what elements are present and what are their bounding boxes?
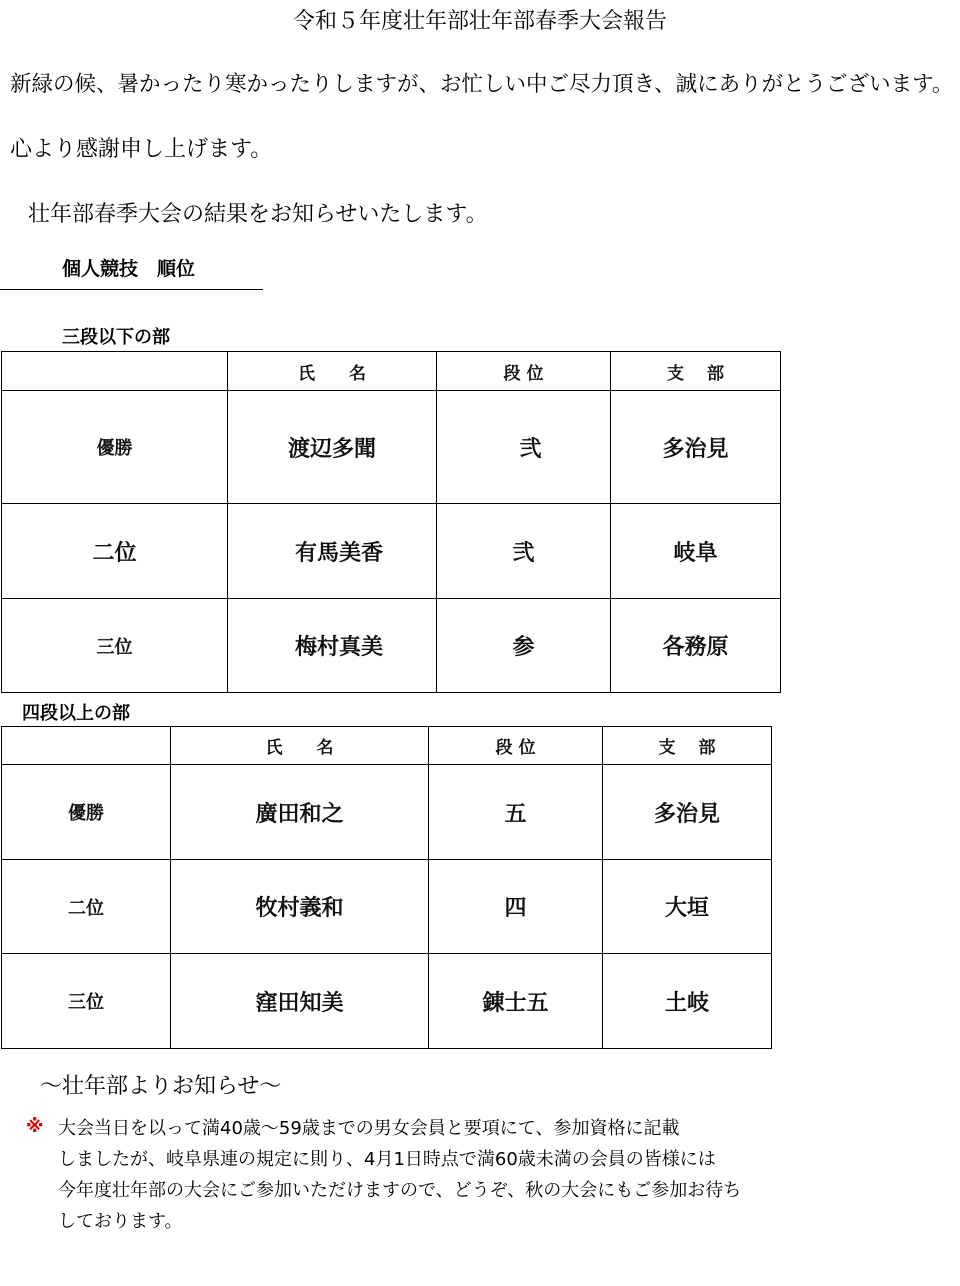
page-title: 令和５年度壮年部壮年部春季大会報告: [292, 9, 667, 34]
greeting-line-2: 心より感謝申し上げます。: [10, 137, 273, 162]
table-row: [2, 765, 772, 860]
table-row: [2, 954, 772, 1049]
division-label-upper: 四段以上の部: [22, 703, 130, 724]
name-cell: 有馬美香: [228, 504, 437, 599]
header-branch: 支 部: [611, 352, 781, 391]
header-empty: [2, 727, 171, 765]
notice-line-1: 大会当日を以って満40歳～59歳までの男女会員と要項にて、参加資格に記載: [58, 1118, 680, 1139]
header-empty: [2, 352, 228, 391]
dan-cell: 参: [437, 599, 611, 693]
notice-line-4: しております。: [58, 1211, 183, 1232]
header-name: 氏 名: [228, 352, 437, 391]
branch-cell: 大垣: [603, 860, 772, 954]
greeting-line-1: 新緑の候、暑かったり寒かったりしますが、お忙しい中ご尽力頂き、誠にありがとうございます。: [10, 72, 954, 97]
table-row: [2, 599, 781, 693]
division-label-lower: 三段以下の部: [62, 327, 170, 348]
branch-cell: 土岐: [603, 954, 772, 1049]
name-cell: 牧村義和: [171, 860, 429, 954]
section-divider: [0, 289, 263, 290]
name-cell: 渡辺多聞: [228, 391, 437, 504]
rank-cell: 三位: [2, 599, 228, 693]
branch-cell: 各務原: [611, 599, 781, 693]
name-cell: 窪田知美: [171, 954, 429, 1049]
greeting-line-3: 壮年部春季大会の結果をお知らせいたします。: [28, 202, 488, 227]
header-name: 氏 名: [171, 727, 429, 765]
rank-cell: 三位: [2, 954, 171, 1049]
header-branch: 支 部: [603, 727, 772, 765]
results-table-upper: [1, 726, 772, 1049]
dan-cell: 弐: [437, 504, 611, 599]
notice-mark: ※: [26, 1116, 44, 1137]
name-cell: 廣田和之: [171, 765, 429, 860]
notice-line-3: 今年度壮年部の大会にご参加いただけますので、どうぞ、秋の大会にもご参加お待ち: [58, 1180, 742, 1201]
branch-cell: 多治見: [611, 391, 781, 504]
header-dan: 段 位: [437, 352, 611, 391]
header-dan: 段 位: [429, 727, 603, 765]
dan-cell: 五: [429, 765, 603, 860]
section-heading: 個人競技 順位: [62, 258, 196, 280]
dan-cell: 四: [429, 860, 603, 954]
dan-cell: 錬士五: [429, 954, 603, 1049]
results-table-lower: [1, 351, 781, 693]
table-header-row: [2, 352, 781, 391]
table-row: [2, 391, 781, 504]
table-row: [2, 860, 772, 954]
rank-cell: 二位: [2, 504, 228, 599]
table-header-row: [2, 727, 772, 765]
rank-cell: 優勝: [2, 765, 171, 860]
rank-cell: 二位: [2, 860, 171, 954]
notice-heading: ～壮年部よりお知らせ～: [40, 1074, 282, 1099]
branch-cell: 多治見: [603, 765, 772, 860]
name-cell: 梅村真美: [228, 599, 437, 693]
rank-cell: 優勝: [2, 391, 228, 504]
dan-cell: 弐: [437, 391, 611, 504]
branch-cell: 岐阜: [611, 504, 781, 599]
table-row: [2, 504, 781, 599]
notice-line-2: しましたが、岐阜県連の規定に則り、4月1日時点で満60歳未満の会員の皆様には: [58, 1149, 716, 1170]
